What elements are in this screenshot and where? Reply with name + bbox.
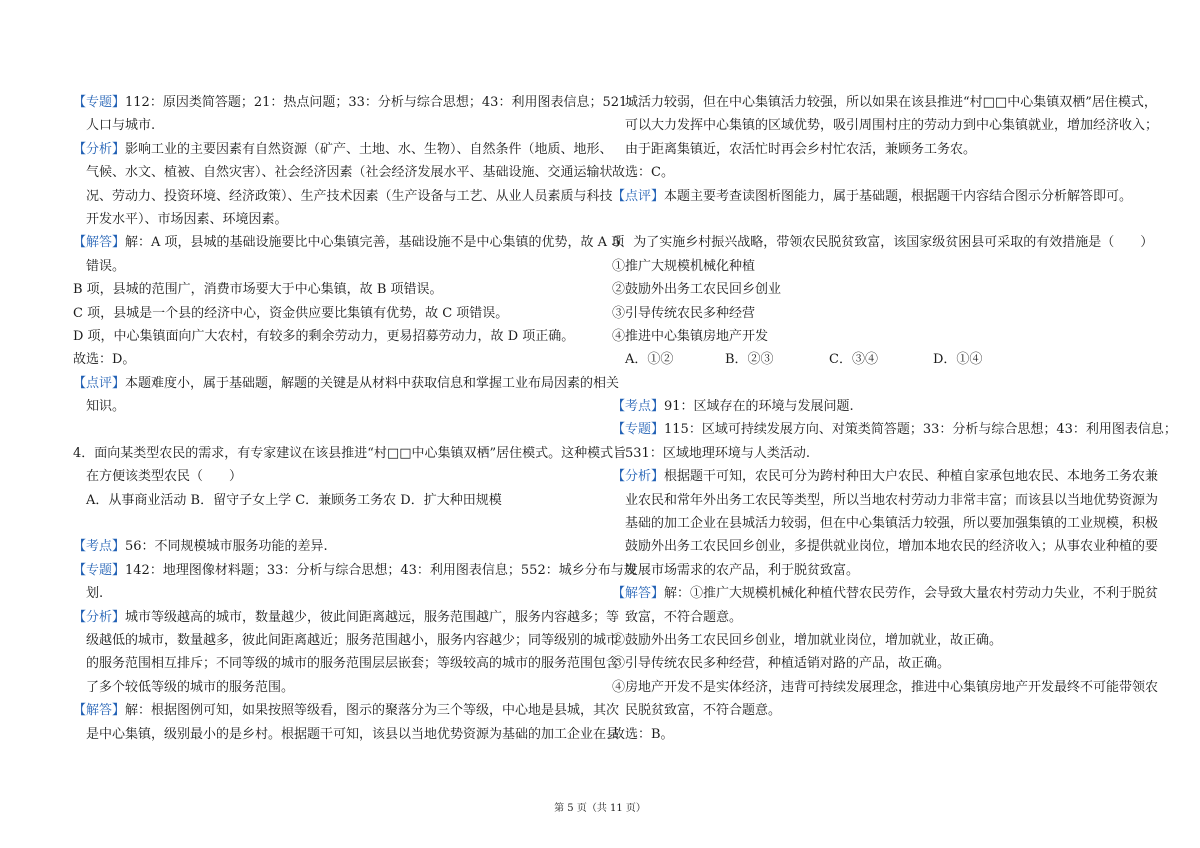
line-text: D 项，中心集镇面向广大农村，有较多的剩余劳动力，更易招募劳动力，故 D 项正确。 — [73, 328, 575, 344]
text-line — [73, 629, 620, 652]
line-text: 鼓励外出务工农民回乡创业，多提供就业岗位，增加本地农民的经济收入；从事农业种植的要 — [625, 539, 1159, 555]
labeled-paragraph-line — [73, 91, 641, 114]
section-tag: 【点评】 — [612, 188, 665, 204]
text-line — [612, 114, 1159, 137]
text-line — [73, 208, 595, 231]
line-text: ④推进中心集镇房地产开发 — [612, 328, 769, 344]
line-text: 发展市场需求的农产品，利于脱贫致富。 — [625, 562, 860, 578]
answer-options — [612, 348, 1134, 371]
text-line — [73, 302, 595, 325]
line-text: ①推广大规模机械化种植 — [612, 258, 756, 274]
spacer — [612, 372, 1134, 395]
text-line — [612, 535, 1159, 558]
labeled-paragraph-line — [73, 138, 613, 161]
section-tag: 【分析】 — [73, 141, 126, 157]
text-line — [612, 676, 1159, 699]
line-text: 531：区域地理环境与人类活动. — [625, 445, 810, 461]
line-text: 了多个较低等级的城市的服务范围。 — [86, 679, 295, 695]
spacer — [73, 418, 595, 441]
line-text: 115：区域可持续发展方向、对策类简答题；33：分析与综合思想；43：利用图表信息； — [664, 422, 1177, 438]
line-text: ②鼓励外出务工农民回乡创业 — [612, 282, 782, 298]
answer-option: C．③④ — [829, 352, 878, 368]
line-text: 故选：B。 — [612, 726, 674, 742]
line-text: 气候、水文、植被、自然灾害）、社会经济因素（社会经济发展水平、基础设施、交通运输状 — [86, 165, 613, 181]
text-line — [612, 512, 1159, 535]
section-tag: 【分析】 — [73, 609, 126, 625]
line-text: 开发水平）、市场因素、环境因素。 — [86, 211, 288, 227]
line-text: 解：A 项，县城的基础设施要比中心集镇完善，基础设施不是中心集镇的优势，故 A 项 — [125, 235, 625, 251]
text-line — [612, 325, 1134, 348]
line-text: 级越低的城市，数量越多，彼此间距离越近；服务范围越小，服务内容越少；同等级别的城市 — [86, 632, 620, 648]
text-line — [612, 302, 1134, 325]
text-line — [612, 278, 1134, 301]
section-tag: 【专题】 — [73, 562, 126, 578]
answer-option: A．①② — [625, 352, 674, 368]
text-line — [612, 442, 1134, 465]
line-text: 本题难度小，属于基础题，解题的关键是从材料中获取信息和掌握工业布局因素的相关 — [125, 375, 620, 391]
section-tag: 【解答】 — [612, 586, 665, 602]
line-text: 基础的加工企业在县城活力较弱，但在中心集镇活力较强，所以要加强集镇的工业规模，积极 — [625, 516, 1159, 532]
labeled-paragraph-line — [73, 559, 637, 582]
text-line — [612, 629, 1134, 652]
line-text: 业农民和常年外出务工农民等类型，所以当地农村劳动力非常丰富；而该县以当地优势资源为 — [625, 492, 1159, 508]
line-text: 错误。 — [86, 258, 126, 274]
text-line — [612, 559, 1134, 582]
line-text: 5．为了实施乡村振兴战略，带领农民脱贫致富，该国家级贫困县可采取的有效措施是（ ） — [612, 235, 1154, 251]
line-text: 影响工业的主要因素有自然资源（矿产、土地、水、生物）、自然条件（地质、地形、 — [125, 141, 613, 157]
line-text: ③引导传统农民多种经营，种植适销对路的产品，故正确。 — [612, 656, 951, 672]
line-text: 根据题干可知，农民可分为跨村种田大户农民、种植自家承包地农民、本地务工务农兼 — [664, 469, 1159, 485]
text-line — [73, 465, 595, 488]
text-line — [73, 161, 613, 184]
labeled-paragraph-line — [73, 699, 620, 722]
section-tag: 【专题】 — [73, 95, 126, 110]
labeled-paragraph-line — [612, 395, 1134, 418]
text-line — [73, 114, 595, 137]
text-line — [612, 255, 1134, 278]
line-text: ②鼓励外出务工农民回乡创业，增加就业岗位，增加就业，故正确。 — [612, 632, 1003, 648]
text-line — [73, 278, 595, 301]
labeled-paragraph-line — [612, 418, 1177, 441]
line-text: A．从事商业活动 B．留守子女上学 C．兼顾务工务农 D．扩大种田规模 — [86, 492, 502, 508]
labeled-paragraph-line — [612, 465, 1159, 488]
section-tag: 【点评】 — [73, 375, 126, 391]
spacer — [612, 208, 1134, 231]
labeled-paragraph-line — [73, 372, 620, 395]
line-text: 故选：C。 — [612, 165, 674, 181]
text-line — [73, 255, 595, 278]
line-text: 的服务范围相互排斥；不同等级的城市的服务范围层层嵌套；等级较高的城市的服务范围包含 — [86, 656, 620, 672]
labeled-paragraph-line — [73, 606, 620, 629]
line-text: ③引导传统农民多种经营 — [612, 305, 756, 321]
labeled-paragraph-line — [612, 582, 1159, 605]
line-text: 人口与城市. — [86, 118, 156, 134]
line-text: 城活力较弱，但在中心集镇活力较强，所以如果在该县推进“村□□中心集镇双栖”居住模式， — [625, 95, 1157, 110]
answer-option: D．①④ — [933, 352, 983, 368]
section-tag: 【考点】 — [73, 539, 126, 555]
text-line — [73, 442, 627, 465]
line-text: 城市等级越高的城市，数量越少，彼此间距离越远，服务范围越广，服务内容越多；等 — [125, 609, 620, 625]
text-line — [612, 91, 1157, 114]
text-line — [73, 582, 595, 605]
text-line — [73, 652, 620, 675]
section-tag: 【分析】 — [612, 469, 665, 485]
line-text: 由于距离集镇近，农活忙时再会乡村忙农活，兼顾务工务农。 — [625, 141, 977, 157]
text-line — [612, 231, 1154, 254]
text-line — [73, 489, 595, 512]
line-text: 112：原因类简答题；21：热点问题；33：分析与综合思想；43：利用图表信息；521： — [125, 95, 641, 110]
labeled-paragraph-line — [73, 231, 625, 254]
text-line — [612, 699, 1134, 722]
line-text: 是中心集镇，级别最小的是乡村。根据题干可知，该县以当地优势资源为基础的加工企业在县 — [86, 726, 620, 742]
text-line — [612, 161, 1134, 184]
line-text: 划. — [86, 586, 104, 602]
left-column — [73, 91, 641, 746]
line-text: 56：不同规模城市服务功能的差异. — [125, 539, 328, 555]
answer-option: B．②③ — [725, 352, 774, 368]
page-number: 第 5 页（共 11 页） — [554, 803, 646, 814]
line-text: 4．面向某类型农民的需求，有专家建议在该县推进“村□□中心集镇双栖”居住模式。这种模式旨 — [73, 445, 627, 461]
labeled-paragraph-line — [612, 185, 1134, 208]
right-column — [612, 91, 1177, 746]
labeled-paragraph-line — [73, 535, 595, 558]
line-text: 91：区域存在的环境与发展问题. — [664, 399, 854, 415]
line-text: 解：①推广大规模机械化种植代替农民劳作，会导致大量农村劳动力失业，不利于脱贫 — [664, 586, 1159, 602]
text-line — [73, 723, 620, 746]
text-line — [612, 489, 1159, 512]
line-text: 本题主要考查读图析图能力，属于基础题，根据题干内容结合图示分析解答即可。 — [664, 188, 1133, 204]
text-line — [612, 606, 1134, 629]
text-line — [612, 652, 1134, 675]
section-tag: 【考点】 — [612, 399, 665, 415]
text-line — [612, 138, 1134, 161]
line-text: 民脱贫致富，不符合题意。 — [625, 703, 782, 719]
line-text: 142：地理图像材料题；33：分析与综合思想；43：利用图表信息；552：城乡分布与规 — [125, 562, 637, 578]
text-line — [73, 348, 595, 371]
line-text: ④房地产开发不是实体经济，违背可持续发展理念，推进中心集镇房地产开发最终不可能带领农 — [612, 679, 1159, 695]
line-text: B 项，县城的范围广，消费市场要大于中心集镇，故 B 项错误。 — [73, 282, 443, 298]
section-tag: 【解答】 — [73, 235, 126, 251]
line-text: 解：根据图例可知，如果按照等级看，图示的聚落分为三个等级，中心地是县城，其次 — [125, 703, 620, 719]
text-line — [73, 325, 595, 348]
line-text: 况、劳动力、投资环境、经济政策）、生产技术因素（生产设备与工艺、从业人员素质与科技 — [86, 188, 613, 204]
text-line — [612, 723, 1134, 746]
line-text: 知识。 — [86, 399, 126, 415]
text-line — [73, 676, 595, 699]
line-text: 可以大力发挥中心集镇的区域优势，吸引周围村庄的劳动力到中心集镇就业，增加经济收入； — [625, 118, 1159, 134]
section-tag: 【解答】 — [73, 703, 126, 719]
line-text: 故选：D。 — [73, 352, 136, 368]
line-text: C 项，县城是一个县的经济中心，资金供应要比集镇有优势，故 C 项错误。 — [73, 305, 509, 321]
section-tag: 【专题】 — [612, 422, 665, 438]
text-line — [73, 185, 613, 208]
text-line — [73, 395, 595, 418]
spacer — [73, 512, 595, 535]
line-text: 致富，不符合题意。 — [625, 609, 743, 625]
line-text: 在方便该类型农民（ ） — [86, 469, 243, 485]
